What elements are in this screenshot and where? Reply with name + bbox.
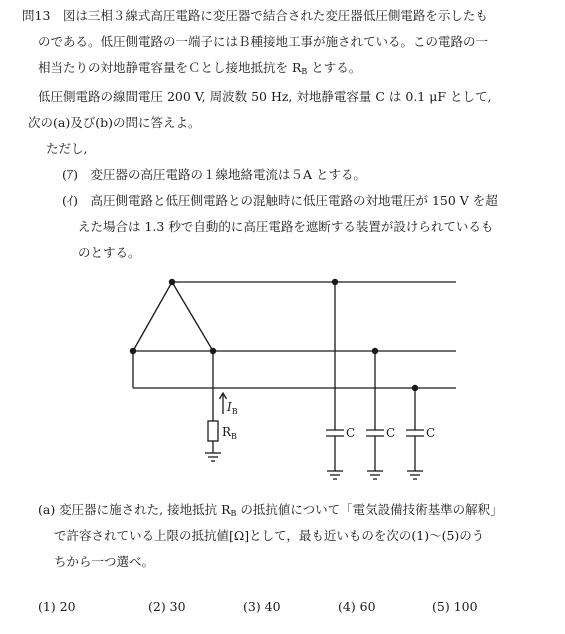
intro-text-part: とする。	[311, 60, 362, 75]
resistance-subscript: B	[230, 509, 237, 518]
junction-dot	[130, 348, 136, 354]
junction-dot	[412, 385, 418, 391]
sub-question-a-line-2: で許容されている上限の抵抗値[Ω]として，最も近いものを次の(1)～(5)のう	[54, 528, 485, 543]
circuit-diagram	[0, 262, 565, 488]
resistance-symbol: R	[221, 502, 231, 517]
sub-question-a-line-3: ちから一つ選べ。	[54, 554, 155, 569]
grounding-resistor	[208, 421, 218, 441]
question-intro-line-3	[38, 59, 361, 81]
sub-question-text: (a) 変圧器に施された, 接地抵抗	[38, 502, 218, 517]
resistance-subscript: B	[301, 67, 308, 76]
delta-right-edge	[172, 282, 213, 351]
junction-dot	[210, 348, 216, 354]
note-b-line-2: えた場合は 1.3 秒で自動的に高圧電路を遮断する装置が設けられているも	[78, 219, 494, 234]
note-b-line-3: のとする。	[78, 245, 141, 260]
sub-question-text: の抵抗値について「電気設備技術基準の解釈」	[240, 502, 503, 517]
choice-2[interactable]: (2) 30	[148, 599, 186, 614]
junction-dot	[169, 279, 175, 285]
condition-line-2: 次の(a)及び(b)の問に答えよ。	[28, 115, 201, 130]
choice-4[interactable]: (4) 60	[338, 599, 376, 614]
intro-text-part: 相当たりの対地静電容量をＣとし接地抵抗を	[38, 60, 289, 75]
junction-dot	[372, 348, 378, 354]
question-intro-line-1: 問13 図は三相３線式高圧電路に変圧器で結合された変圧器低圧側電路を示したも	[22, 8, 488, 23]
choice-1[interactable]: (1) 20	[38, 599, 76, 614]
sub-question-a-line-1	[38, 501, 503, 523]
condition-line-1: 低圧側電路の線間電圧 200 V, 周波数 50 Hz, 対地静電容量 C は 0.1 μF として,	[38, 89, 492, 104]
resistor-label: $R_B$	[222, 425, 237, 441]
capacitor-2-label: C	[386, 426, 396, 440]
note-a: (ｱ) 変圧器の高圧電路の１線地絡電流は５A とする。	[62, 167, 367, 182]
junction-dot	[332, 279, 338, 285]
choice-3[interactable]: (3) 40	[243, 599, 281, 614]
capacitor-3-label: C	[426, 426, 436, 440]
delta-left-edge	[133, 282, 172, 351]
question-intro-line-2: のである。低圧側電路の一端子にはＢ種接地工事が施されている。この電路の一	[38, 34, 489, 49]
answer-choices	[38, 599, 558, 617]
choice-5[interactable]: (5) 100	[432, 599, 478, 614]
however-label: ただし,	[46, 141, 88, 156]
capacitor-1-label: C	[346, 426, 356, 440]
note-b-line-1: (ｲ) 高圧側電路と低圧側電路との混触時に低圧電路の対地電圧が 150 V を超	[62, 193, 498, 208]
resistance-symbol: R	[292, 60, 302, 75]
current-label: $I_B$	[227, 400, 238, 416]
